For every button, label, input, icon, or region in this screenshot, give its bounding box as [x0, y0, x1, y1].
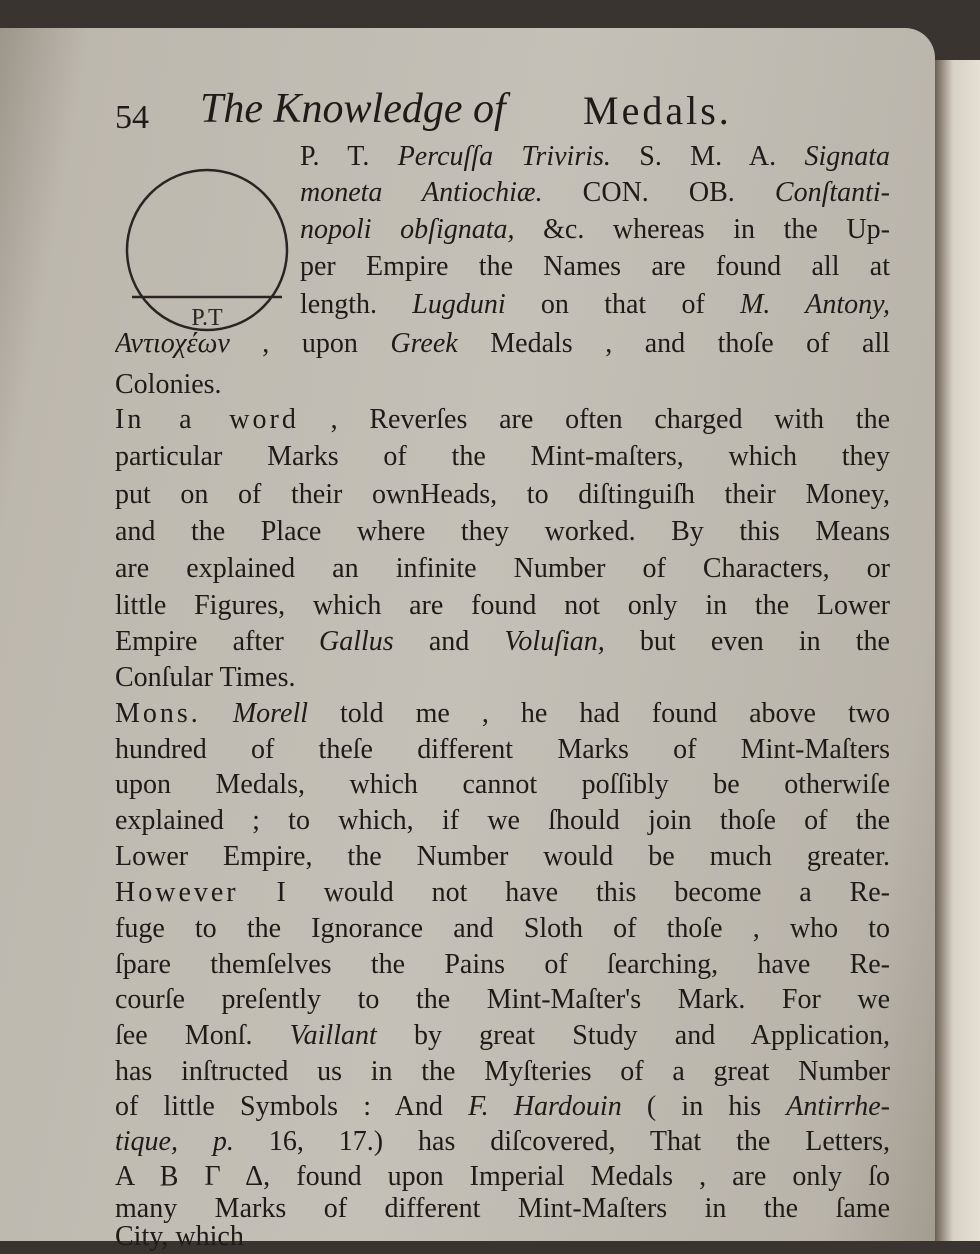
text-segment: However — [115, 877, 239, 908]
medal-illustration — [122, 165, 292, 335]
italic-text: nopoli obſignata, — [300, 214, 515, 245]
text-line — [115, 403, 890, 437]
text-segment: P. T. — [300, 141, 398, 172]
text-segment: explained ; to which, if we ſhould join thoſe of the — [115, 805, 890, 836]
text-line — [115, 478, 890, 512]
text-segment: CON. OB. — [542, 177, 775, 208]
text-line — [115, 768, 890, 802]
text-line — [115, 1019, 890, 1053]
italic-text: Antirrhe- — [786, 1091, 890, 1122]
text-line — [300, 140, 890, 174]
text-line — [115, 983, 890, 1017]
text-segment: on that of — [505, 289, 741, 320]
text-segment: ſee Monſ. — [115, 1020, 290, 1051]
text-segment: Colonies. — [115, 369, 222, 400]
text-segment: hundred of theſe different Marks of Mint-Maſters — [115, 734, 890, 765]
italic-text: Gallus — [319, 626, 394, 657]
text-segment: courſe preſently to the Mint-Maſter's Mark. For we — [115, 984, 890, 1015]
text-segment: and — [393, 626, 505, 657]
text-line — [115, 368, 890, 402]
text-segment: has inſtructed us in the Myſteries of a great Number — [115, 1056, 890, 1087]
text-line — [300, 176, 890, 210]
text-line — [115, 804, 890, 838]
text-segment: &c. whereas in the Up- — [514, 214, 890, 245]
text-segment: fuge to the Ignorance and Sloth of thoſe , who to — [115, 913, 890, 944]
text-line — [115, 327, 890, 361]
page-number: 54 — [115, 99, 149, 136]
text-line — [115, 515, 890, 549]
text-line — [115, 661, 890, 695]
text-segment: by great Study and Application, — [376, 1020, 890, 1051]
text-segment: per Empire the Names are found all at — [300, 251, 890, 282]
header-title: The Knowledge of — [200, 86, 506, 132]
text-segment: many Marks of different Mint-Maſters in the ſame — [115, 1193, 890, 1224]
text-segment: Conſular Times. — [115, 662, 296, 693]
italic-text: Percuſſa Triviris. — [397, 141, 611, 172]
text-segment: , upon — [229, 328, 391, 359]
text-line — [115, 1160, 890, 1194]
italic-text: tique, p. — [115, 1126, 234, 1157]
text-line — [115, 1055, 890, 1089]
text-line — [115, 1125, 890, 1159]
text-line — [300, 250, 890, 284]
italic-text: Vaillant — [289, 1020, 377, 1051]
text-segment: ( in his — [621, 1091, 787, 1122]
text-line — [115, 876, 890, 910]
text-segment: 16, 17.) has diſcovered, That the Letters, — [233, 1126, 890, 1157]
text-segment: of little Symbols : And — [115, 1091, 469, 1122]
text-segment: S. M. A. — [610, 141, 805, 172]
text-line — [115, 1090, 890, 1124]
text-line — [115, 948, 890, 982]
text-line — [115, 440, 890, 474]
italic-text: F. Hardouin — [468, 1091, 622, 1122]
text-line — [300, 213, 890, 247]
text-segment: particular Marks of the Mint-maſters, which they — [115, 441, 890, 472]
text-segment: upon Medals, which cannot poſſibly be otherwiſe — [115, 769, 890, 800]
text-segment: Lower Empire, the Number would be much greater. — [115, 841, 890, 872]
italic-text: Morell — [232, 698, 308, 729]
text-line — [115, 589, 890, 623]
italic-text: Voluſian, — [504, 626, 605, 657]
text-segment: put on of their ownHeads, to diſtinguiſh their Money, — [115, 479, 890, 510]
medal-label: P.T — [191, 305, 223, 331]
italic-text: Lugduni — [412, 289, 506, 320]
text-segment: length. — [300, 289, 413, 320]
text-segment: but even in the — [604, 626, 890, 657]
header-title-caps: Medals. — [583, 88, 732, 133]
text-line — [115, 1220, 890, 1254]
text-segment: , Reverſes are often charged with the — [298, 404, 890, 435]
text-segment: told me , he had found above two — [308, 698, 890, 729]
text-segment: Medals , and thoſe of all — [457, 328, 890, 359]
text-line — [115, 697, 890, 731]
text-line — [115, 552, 890, 586]
text-segment: little Figures, which are found not only in the Lower — [115, 590, 890, 621]
text-segment: Empire after — [115, 626, 319, 657]
italic-text: Signata — [804, 141, 890, 172]
text-segment: Mons. — [115, 698, 201, 729]
text-segment: Α Β Γ Δ, found upon Imperial Medals , are only ſo — [115, 1161, 890, 1192]
italic-text: Greek — [390, 328, 458, 359]
text-line — [300, 288, 890, 322]
italic-text: Conſtanti- — [774, 177, 890, 208]
text-segment: and the Place where they worked. By this Means — [115, 516, 890, 547]
running-header — [115, 85, 815, 135]
facing-page-edge — [935, 60, 980, 1241]
italic-text: moneta Antiochiæ. — [300, 177, 543, 208]
text-line — [115, 733, 890, 767]
text-line — [115, 912, 890, 946]
text-segment: City, which — [115, 1221, 244, 1252]
italic-text: Αντιοχέων — [115, 328, 230, 359]
text-segment — [201, 698, 233, 729]
text-line — [115, 625, 890, 659]
text-segment: ſpare themſelves the Pains of ſearching, have Re- — [115, 949, 890, 980]
text-segment: are explained an infinite Number of Characters, or — [115, 553, 890, 584]
text-segment: In a word — [115, 404, 299, 435]
italic-text: M. Antony, — [740, 289, 890, 320]
text-line — [115, 840, 890, 874]
text-segment: I would not have this become a Re- — [238, 877, 890, 908]
